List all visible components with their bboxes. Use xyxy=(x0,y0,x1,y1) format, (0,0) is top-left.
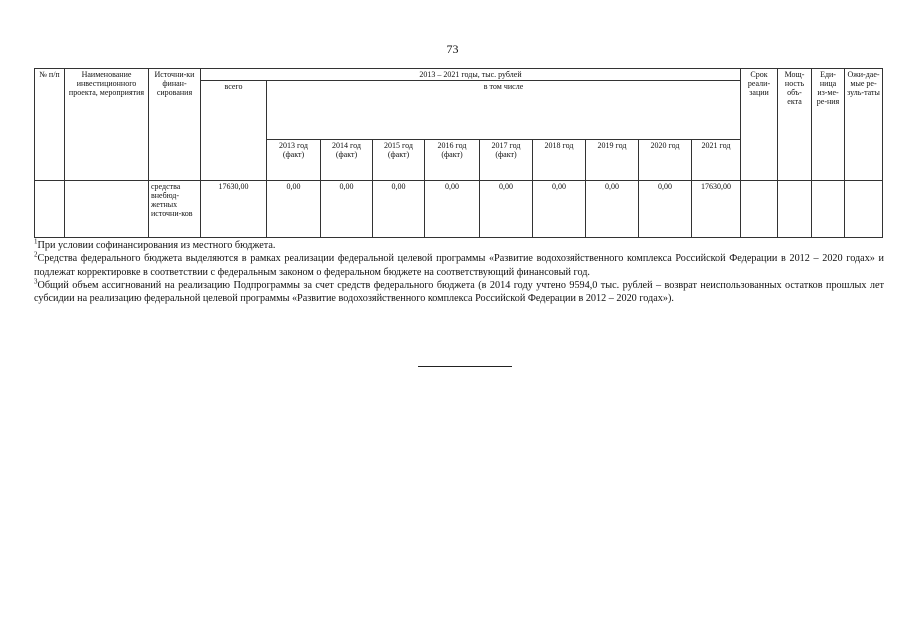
cell-source: средства внебюд-жетных источни-ков xyxy=(149,181,201,238)
cell-year-value: 0,00 xyxy=(586,181,639,238)
header-term: Срок реали-зации xyxy=(741,69,778,181)
cell-year-value: 0,00 xyxy=(321,181,373,238)
footnote-mark: 3 xyxy=(34,277,38,286)
header-row-1 xyxy=(35,69,883,81)
cell-term xyxy=(741,181,778,238)
header-year: 2014 год (факт) xyxy=(321,140,373,181)
header-num: № п/п xyxy=(35,69,65,181)
header-year: 2013 год (факт) xyxy=(267,140,321,181)
footnote-mark: 1 xyxy=(34,237,38,246)
footnotes xyxy=(34,239,884,305)
cell-total: 17630,00 xyxy=(201,181,267,238)
cell-results xyxy=(845,181,883,238)
header-year: 2020 год xyxy=(639,140,692,181)
header-year: 2019 год xyxy=(586,140,639,181)
header-period: 2013 – 2021 годы, тыс. рублей xyxy=(201,69,741,81)
footnote-text: При условии софинансирования из местного бюджета. xyxy=(37,240,276,251)
cell-year-value: 0,00 xyxy=(533,181,586,238)
header-year: 2018 год xyxy=(533,140,586,181)
footnote-text: Средства федерального бюджета выделяются в рамках реализации федеральной целевой программы «Развитие водохозяйственного комплекса Российской Федерации в 2012 – 2020 годах» и подлежат корректировке в соответствии с федеральным законом о федеральном бюджете на соответствующий финансовый год. xyxy=(34,253,884,278)
header-source: Источни-ки финан-сирования xyxy=(149,69,201,181)
header-year: 2015 год (факт) xyxy=(373,140,425,181)
header-unit: Еди-ница из-ме-ре-ния xyxy=(812,69,845,181)
cell-capacity xyxy=(778,181,812,238)
cell-unit xyxy=(812,181,845,238)
section-divider xyxy=(418,366,512,367)
cell-year-value: 0,00 xyxy=(267,181,321,238)
cell-year-value: 0,00 xyxy=(480,181,533,238)
page-number: 73 xyxy=(446,42,459,56)
cell-year-value: 0,00 xyxy=(373,181,425,238)
cell-year-value: 17630,00 xyxy=(692,181,741,238)
footnote-text: Общий объем ассигнований на реализацию Подпрограммы за счет средств федерального бюджета (в 2014 году учтено 9594,0 тыс. рублей – возврат неиспользованных остатков прошлых лет субсидии на реализацию федеральной целевой программы «Развитие водохозяйственного комплекса Российской Федерации в 2012 – 2020 годах»). xyxy=(34,279,884,305)
footnote xyxy=(34,252,884,279)
cell-year-value: 0,00 xyxy=(639,181,692,238)
cell-name xyxy=(65,181,149,238)
table-row xyxy=(35,181,883,238)
footnote xyxy=(34,239,884,252)
footnote xyxy=(34,279,884,306)
cell-num xyxy=(35,181,65,238)
header-name: Наименование инвестиционного проекта, мероприятия xyxy=(65,69,149,181)
header-total: всего xyxy=(201,81,267,181)
header-year: 2021 год xyxy=(692,140,741,181)
header-including: в том числе xyxy=(267,81,741,140)
header-year: 2016 год (факт) xyxy=(425,140,480,181)
header-year: 2017 год (факт) xyxy=(480,140,533,181)
header-capacity: Мощ-ность объ-екта xyxy=(778,69,812,181)
cell-year-value: 0,00 xyxy=(425,181,480,238)
header-results: Ожи-дае-мые ре-зуль-таты xyxy=(845,69,883,181)
budget-table xyxy=(34,68,883,238)
footnote-mark: 2 xyxy=(34,250,38,259)
